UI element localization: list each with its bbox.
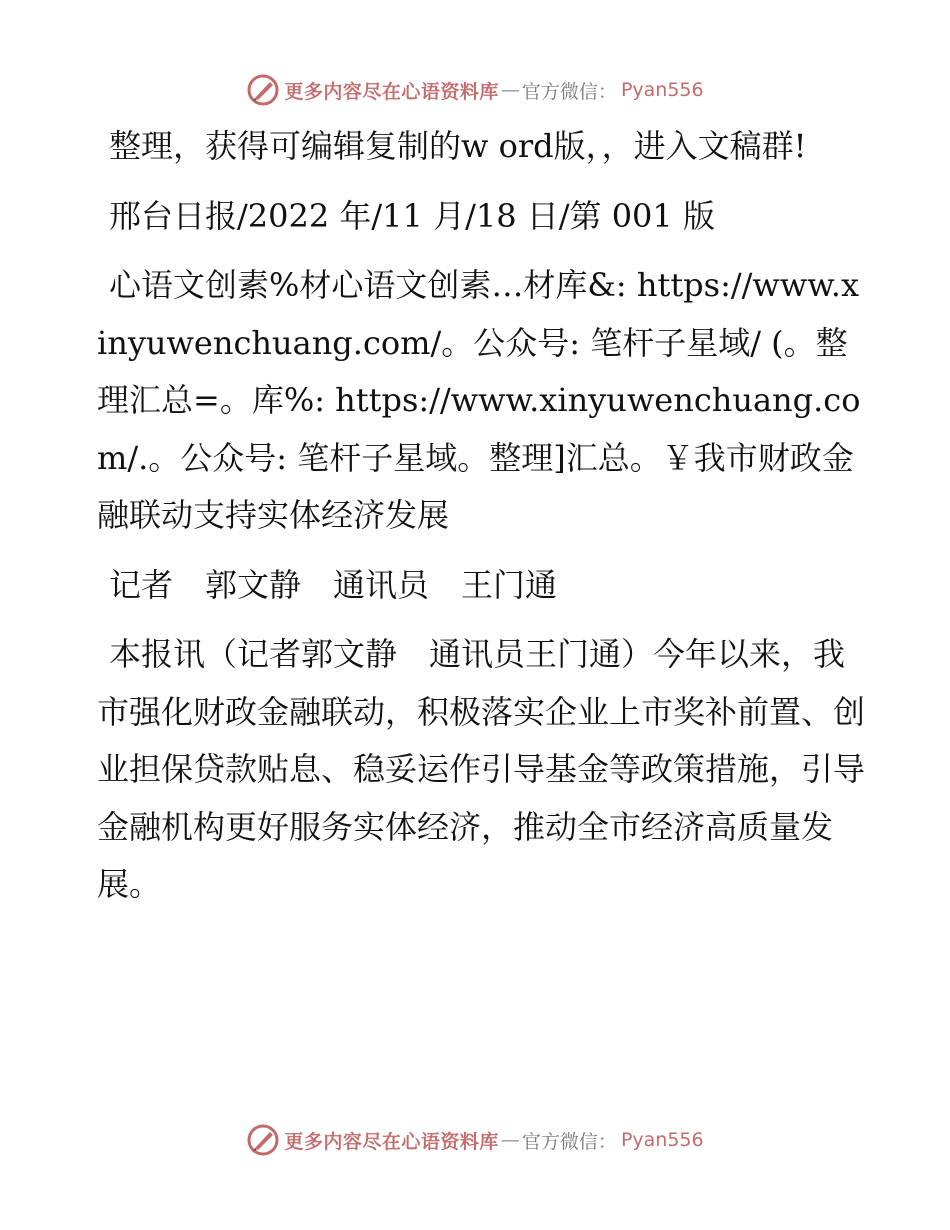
paragraph-byline: 记者 郭文静 通讯员 王门通 bbox=[109, 565, 558, 604]
footer-watermark-banner bbox=[0, 1120, 950, 1160]
banner-wechat-label: 官方微信： bbox=[521, 1130, 617, 1153]
banner-dash: — bbox=[500, 1129, 520, 1151]
paragraph-headline: 心语文创素%材心语文创素…材库&: https://www.xinyuwenchuang.com/。公众号: 笔杆子星域/ (。整理汇总=。库%: https://www.xinyuwenchuang.com/.。公众号: 笔杆子星域。整理]汇总。￥我市财政金融联动支持实体经济发展 bbox=[97, 266, 861, 534]
banner-dash: — bbox=[500, 79, 520, 101]
paragraph-article-body: 本报讯（记者郭文静 通讯员王门通）今年以来，我市强化财政金融联动，积极落实企业上市奖补前置、创业担保贷款贴息、稳妥运作引导基金等政策措施，引导金融机构更好服务实体经济，推动全市经济高质量发展。 bbox=[97, 635, 866, 903]
paragraph-intro: 整理，获得可编辑复制的w ord版，，进入文稿群! bbox=[109, 127, 807, 165]
paragraph-source-line: 邢台日报/2022 年/11 月/18 日/第 001 版 bbox=[109, 196, 715, 235]
banner-wechat-label: 官方微信： bbox=[521, 80, 617, 103]
quill-logo-icon bbox=[246, 1123, 280, 1157]
banner-wechat-id: Pyan556 bbox=[620, 1129, 704, 1151]
banner-wechat-id: Pyan556 bbox=[620, 79, 704, 101]
banner-title: 更多内容尽在心语资料库 bbox=[284, 1130, 499, 1153]
document-body bbox=[97, 118, 867, 926]
quill-logo-icon bbox=[246, 73, 280, 107]
banner-title: 更多内容尽在心语资料库 bbox=[284, 80, 499, 103]
header-watermark-banner bbox=[0, 70, 950, 110]
